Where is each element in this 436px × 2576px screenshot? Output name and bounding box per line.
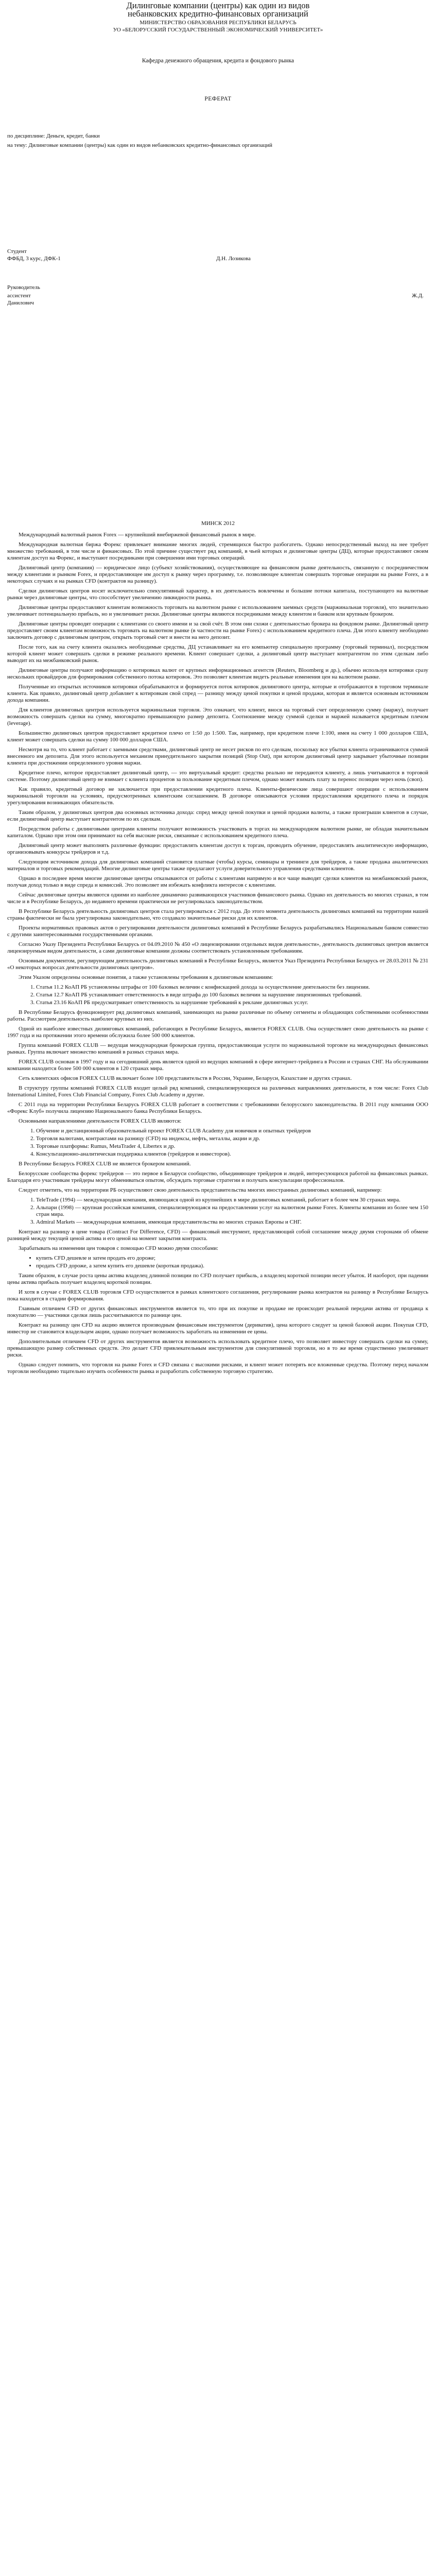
supervisor-surname: Данилович [7, 300, 34, 306]
list-item: • купить CFD дешевле и затем продать его дороже; [36, 1255, 428, 1262]
supervisor-role: Руководитель [7, 284, 40, 291]
list-item: 3. Торговые платформы: Rumus, MetaTrader 4, Libertex и др. [36, 1143, 428, 1150]
topic-label: на тему: [7, 142, 27, 148]
list-item: 3. Статья 23.16 КоАП РБ предусматривает ответственность за нарушение требований к рекламе дилинговых услуг. [36, 999, 428, 1006]
body-paragraph: Сеть клиентских офисов FOREX CLUB включает более 100 представительств в России, Украине, Беларуси, Казахстане и других странах. [19, 1075, 352, 1081]
body-paragraph: Группа компаний FOREX CLUB — ведущая международная брокерская группа, предоставляющая услуги по маржинальной торговле на международных финансовых рынках. Группа включает множество компаний в разных странах мира. [7, 1042, 428, 1055]
body-paragraph: Международная валютная биржа Форекс привлекает внимание многих людей, стремящихся быстро разбогатеть. Однако непосредственный выход на нее требует множество требований, в том числе и финансовых. По этой причине существует ряд компаний, в чьей которых и дилинговые центры (ДЦ), которые предоставляют своим клиентам доступ на Форекс, и выступают посредниками при совершении ими торговых операций. [7, 541, 428, 561]
body-paragraph: Посредством работы с дилинговыми центрами клиенты получают возможность участвовать в торгах на международном валютном рынке, не обладая значительным капиталом. Однако при этом они принимают на себя высокие риски, связанные с использованием кредитного плеча. [7, 826, 428, 839]
student-name: Д.Н. Лозикова [216, 256, 251, 262]
body-paragraph: Несмотря на то, что клиент работает с заемными средствами, дилинговый центр не несет рисков по его сделкам, поскольку все убытки клиента ограничиваются суммой внесенного им депозита. Для этого используется механизм принудительного закрытия позиций (Stop Out), при котором дилинговый центр закрывает убыточные позиции клиента при достижении определенного уровня маржи. [7, 747, 428, 766]
body-paragraph: Однако в последнее время многие дилинговые центры отказываются от работы с клиентами напрямую и все чаще выводят сделки клиентов на межбанковский рынок, получая доход только в виде спреда и комиссий. Это позволяет им избежать конфликта интересов с клиентами. [7, 875, 428, 888]
subject-label: по дисциплине: [7, 133, 45, 139]
body-paragraph: Таким образом, в случае роста цены актива владелец длинной позиции по CFD получает прибыль, а владелец короткой позиции несет убыток. И наоборот, при падении цены актива прибыль получает владелец короткой позиции. [7, 1273, 428, 1285]
body-paragraph: Зарабатывать на изменении цен товаров с помощью CFD можно двумя способами: [19, 1245, 219, 1251]
list-item: 4. Консультационно-аналитическая поддержка клиентов (трейдеров и инвесторов). [36, 1151, 428, 1158]
body-paragraph: После того, как на счету клиента оказались необходимые средства, ДЦ устанавливает на его компьютер специальную программу (торговый терминал), посредством которой клиент может совершать сделки в режиме реального времени. Клиент совершает сделки, а дилинговый центр выступает контрагентом по этим сделкам либо выводит их на межбанковский рынок. [7, 644, 428, 664]
paragraphs-section-4 [7, 1229, 428, 1252]
city-year: МИНСК 2012 [201, 520, 235, 527]
body-paragraph: Полученные из открытых источников котировки обрабатываются и формируется поток котировок дилингового центра, которые и отображаются в торговом терминале клиента. Как правило, дилинговый центр добавляет к котировкам свой спред — разницу между ценой покупки и ценой продажи, которая и является основным источником дохода компании. [7, 684, 428, 703]
paragraphs-section-5 [7, 1273, 428, 1375]
body-paragraph: В Республике Беларусь FOREX CLUB не является брокером компаний. [19, 1161, 191, 1167]
body-paragraph: В структуру группы компаний FOREX CLUB входит целый ряд компаний, специализирующихся на различных направлениях деятельности, в том числе: Forex Club International Limited, Forex Club Financial Company, Forex Club Academy и другие. [7, 1085, 428, 1098]
subject-field [7, 133, 100, 140]
department-name: Кафедра денежного обращения, кредита и фондового рынка [142, 58, 294, 64]
body-paragraph: Дилинговый центр может выполнять различные функции: предоставлять клиентам доступ к торгам, проводить обучение, предоставлять аналитическую информацию, организовывать конкурсы трейдеров и т.д. [7, 842, 428, 855]
body-paragraph: Дополнительным отличием CFD от других инструментов является возможность использовать кредитное плечо, что позволяет инвестору совершать сделки на сумму, превышающую размер собственных средств. Это делает CFD привлекательным инструментом для спекулятивной торговли, но в то же время существенно увеличивает риски. [7, 1338, 428, 1358]
list-item: 1. TeleTrade (1994) — международная компания, являющаяся одной из крупнейших в мире дилинговых компаний, работает в более чем 30 странах мира. [36, 1197, 428, 1204]
body-paragraph: Белорусские сообщества форекс трейдеров — это первое в Беларуси сообщество, объединяющее трейдеров и людей, интересующихся работой на финансовых рынках. Благодаря его участникам трейдеры могут обмениваться опытом, обсуждать торговые стратегии и получать консультации профессионалов. [7, 1171, 428, 1183]
paragraphs-section-2 [7, 1009, 428, 1125]
university-name: УО «БЕЛОРУССКИЙ ГОСУДАРСТВЕННЫЙ ЭКОНОМИЧЕСКИЙ УНИВЕРСИТЕТ» [113, 27, 323, 33]
supervisor-position: ассистент [7, 293, 31, 299]
body-paragraph: Этим Указом определены основные понятия, а также установлены требования к дилинговым компаниям: [19, 974, 273, 980]
body-paragraph: В Республике Беларусь деятельность дилинговых центров стала регулироваться с 2012 года. До этого момента деятельность дилинговых компаний на территории нашей страны фактически не была урегулирована законодательно, что создавало значительные риски для их клиентов. [7, 908, 428, 921]
topic-field [7, 142, 428, 149]
body-paragraph: Главным отличием CFD от других финансовых инструментов является то, что при их покупке и продаже не происходит реальной передачи актива от продавца к покупателю — участники сделки лишь рассчитываются по разнице цен. [7, 1306, 428, 1318]
ministry-name: МИНИСТЕРСТВО ОБРАЗОВАНИЯ РЕСПУБЛИКИ БЕЛАРУСЬ [139, 20, 297, 26]
list-item: 1. Статья 11.2 КоАП РБ установлены штрафы от 100 базовых величин с конфискацией дохода за осуществление деятельности без лицензии. [36, 984, 428, 991]
companies-list [7, 1197, 428, 1226]
body-paragraph: Проекты нормативных правовых актов о регулировании деятельности дилинговых компаний в Республике Беларусь разрабатывались Национальным банком совместно с другими заинтересованными государственными органами. [7, 925, 428, 938]
list-item: 2. Статья 12.7 КоАП РБ устанавливает ответственность в виде штрафа до 100 базовых величин за нарушение лицензионных требований. [36, 992, 428, 998]
body-paragraph: Следует отметить, что на территории РБ осуществляют свою деятельность представительства многих иностранных дилинговых компаний, например: [19, 1187, 382, 1193]
body-paragraph: Согласно Указу Президента Республики Беларусь от 04.09.2010 № 450 «О лицензировании отдельных видов деятельности», деятельность дилинговых центров является лицензируемым видом деятельности, а сами дилинговые компании должны соответствовать установленным требованиям. [7, 941, 428, 954]
cfd-ways-list [7, 1255, 428, 1269]
paragraphs-section-1 [7, 532, 428, 981]
student-role: Студент [7, 248, 27, 255]
list-item: • продать CFD дороже, а затем купить его дешевле (короткая продажа). [36, 1263, 428, 1269]
list-item: 1. Обучение и дистанционный образовательный проект FOREX CLUB Academy для новичков и опытных трейдеров [36, 1128, 428, 1134]
body-paragraph: Дилинговые центры предоставляют клиентам возможность торговать на валютном рынке с использованием заемных средств (маржинальная торговля), что значительно увеличивает потенциальную прибыль, но и увеличивает риски. Дилинговые центры являются посредниками между клиентом и банком или крупным брокером. [7, 604, 428, 617]
body-paragraph: Для клиентов дилинговых центров используется маржинальная торговля. Это означает, что клиент, внося на торговый счет определенную сумму (маржу), получает возможность совершать сделки на сумму, многократно превышающую размер депозита. Соотношение между суммой сделки и маржей называется кредитным плечом (leverage). [7, 707, 428, 726]
body-paragraph: FOREX CLUB основан в 1997 году и на сегодняшний день является одной из ведущих компаний в сфере интернет-трейдинга в России и странах СНГ. На обслуживании компании находится более 500 000 клиентов в 120 странах мира. [7, 1059, 428, 1072]
body-paragraph: Сделки дилинговых центров носят исключительно спекулятивный характер, в их деятельность вовлечены и большие потоки капитала, поступающего на валютные рынки через дилинговые центры, что способствует увеличению ликвидности рынка. [7, 588, 428, 601]
body-paragraph: Следующим источником дохода для дилинговых компаний становятся платные (чтобы) курсы, семинары и тренинги для трейдеров, а также продажа аналитических материалов и торговых рекомендаций. Многие дилинговые центры также предлагают услуги доверительного управления средствами клиентов. [7, 859, 428, 872]
body-paragraph: Контракт на разницу цен CFD на акцию является производным финансовым инструментом (дериватив), цена которого следует за ценой базовой акции. Покупая CFD, инвестор не становится владельцем акции, однако получает возможность заработать на изменении ее цены. [7, 1322, 428, 1335]
body-paragraph: Сейчас дилинговые центры являются одними из наиболее динамично развивающихся участников финансового рынка. Однако их деятельность во многих странах, в том числе и в Республике Беларусь, до недавнего времени практически не регулировалась законодательством. [7, 892, 428, 905]
body-paragraph: С 2011 года на территории Республики Беларусь FOREX CLUB работает в соответствии с требованиями белорусского законодательства. В 2011 году компания ООО «Форекс Клуб» получила лицензию Национального банка Республики Беларусь. [7, 1101, 428, 1114]
body-paragraph: Основным документом, регулирующим деятельность дилинговых компаний в Республике Беларусь, является Указ Президента Республики Беларусь от 28.03.2011 № 231 «О некоторых вопросах деятельности дилинговых центров». [7, 958, 428, 971]
body-paragraph: Дилинговый центр (компания) — юридическое лицо (субъект хозяйствования), осуществляющее на финансовом рынке деятельность, связанную с посредничеством между клиентами и рынком Forex, и предоставляющее им доступ к рынку через программу, т.е. позволяющее клиентам совершать торговые операции на рынке Forex, а в некоторых случаях и на рынках CFD (контрактов на разницу). [7, 565, 428, 584]
body-paragraph: Таким образом, у дилинговых центров два основных источника дохода: спред между ценой покупки и ценой продажи валюты, а также проигрыши клиентов в случае, если дилинговый центр выступает контрагентом по их сделкам. [7, 809, 428, 822]
services-list [7, 1128, 428, 1158]
list-item: 2. Альпари (1998) — крупная российская компания, специализирующаяся на предоставлении услуг на валютном рынке Forex. Клиенты компании из более чем 150 стран мира. [36, 1205, 428, 1218]
body-paragraph: Международный валютный рынок Forex — крупнейший внебиржевой финансовый рынок в мире. [19, 532, 256, 538]
requirements-list [7, 984, 428, 1006]
body-paragraph: В Республике Беларусь функционирует ряд дилинговых компаний, занимающих на рынке различные по объему сегменты и обладающих собственными особенностями работы. Рассмотрим деятельность наиболее крупных из них. [7, 1009, 428, 1022]
supervisor-name: Ж.Д. [412, 293, 424, 299]
topic-value: Дилинговые компании (центры) как один из видов небанковских кредитно-финансовых организаций [28, 142, 273, 148]
list-item: 3. Admiral Markets — международная компания, имеющая представительства во многих странах Европы и СНГ. [36, 1219, 428, 1226]
list-item: 2. Торговля валютами, контрактами на разницу (CFD) на индексы, нефть, металлы, акции и др. [36, 1136, 428, 1142]
body-paragraph: Контракт на разницу в цене товара (Contract For Difference, CFD) — финансовый инструмент, представляющий собой соглашение между двумя сторонами об обмене разницей между текущей ценой актива и его ценой на момент закрытия контракта. [7, 1229, 428, 1242]
body-paragraph: И хотя в случае с FOREX CLUB торговля CFD осуществляется в рамках клиентского соглашения, регулирование рынка контрактов на разницу в Республике Беларусь пока находится в стадии формирования. [7, 1289, 428, 1302]
body-paragraph: Основными направлениями деятельности FOREX CLUB являются: [19, 1118, 182, 1124]
paragraphs-section-3 [7, 1161, 428, 1194]
document-body [7, 532, 428, 1378]
document-title-line-2: небанковских кредитно-финансовых организаций [128, 9, 308, 19]
student-group: ФФБД, 3 курс, ДФК-1 [7, 256, 61, 262]
subject-value: Деньги, кредит, банки [46, 133, 100, 139]
body-paragraph: Дилинговые центры проводят операции с клиентами со своего имени и за свой счёт. В этом они схожи с деятельностью брокера на фондовом рынке. Дилинговый центр предоставляет своим клиентам возможность торговать на валютном рынке (в частности на рынке Forex) с использованием кредитного плеча. Для этого клиенту необходимо заключить договор с дилинговым центром, открыть торговый счет и внести на него депозит. [7, 621, 428, 640]
body-paragraph: Однако следует помнить, что торговля на рынке Forex и CFD связана с высокими рисками, и клиент может потерять все вложенные средства. Поэтому перед началом торговли необходимо тщательно изучить особенности рынка и разработать собственную торговую стратегию. [7, 1362, 428, 1375]
body-paragraph: Как правило, кредитный договор не заключается при предоставлении кредитного плеча. Клиенты-физические лица совершают операции с использованием маржинальной торговли на условиях, предусмотренных клиентским соглашением. В договоре описываются условия предоставления кредитного плеча и порядок урегулирования возникающих обязательств. [7, 786, 428, 806]
body-paragraph: Кредитное плечо, которое предоставляет дилинговый центр, — это виртуальный кредит: средства реально не передаются клиенту, а лишь учитываются в торговой системе. Поэтому дилинговый центр не взимает с клиента процентов за пользование кредитным плечом, однако может взимать плату за перенос позиции через ночь (своп). [7, 770, 428, 783]
body-paragraph: Дилинговые центры получают информацию о котировках валют от крупных информационных агентств (Reuters, Bloomberg и др.), обычно используя котировки сразу нескольких провайдеров для формирования собственного потока котировок. Это позволяет клиентам видеть реальные изменения цен на валютном рынке. [7, 667, 428, 680]
document-title-line-1: Дилинговые компании (центры) как один из видов [126, 1, 310, 10]
document-type: РЕФЕРАТ [204, 96, 232, 102]
body-paragraph: Большинство дилинговых центров предоставляет кредитное плечо от 1:50 до 1:500. Так, например, при кредитном плече 1:100, имея на счету 1 000 долларов США, клиент может совершать сделки на сумму 100 000 долларов США. [7, 730, 428, 743]
body-paragraph: Одной из наиболее известных дилинговых компаний, работающих в Республике Беларусь, является FOREX CLUB. Она осуществляет свою деятельность на рынке с 1997 года и на протяжении этого времени обслужила более 500 000 клиентов. [7, 1026, 428, 1039]
